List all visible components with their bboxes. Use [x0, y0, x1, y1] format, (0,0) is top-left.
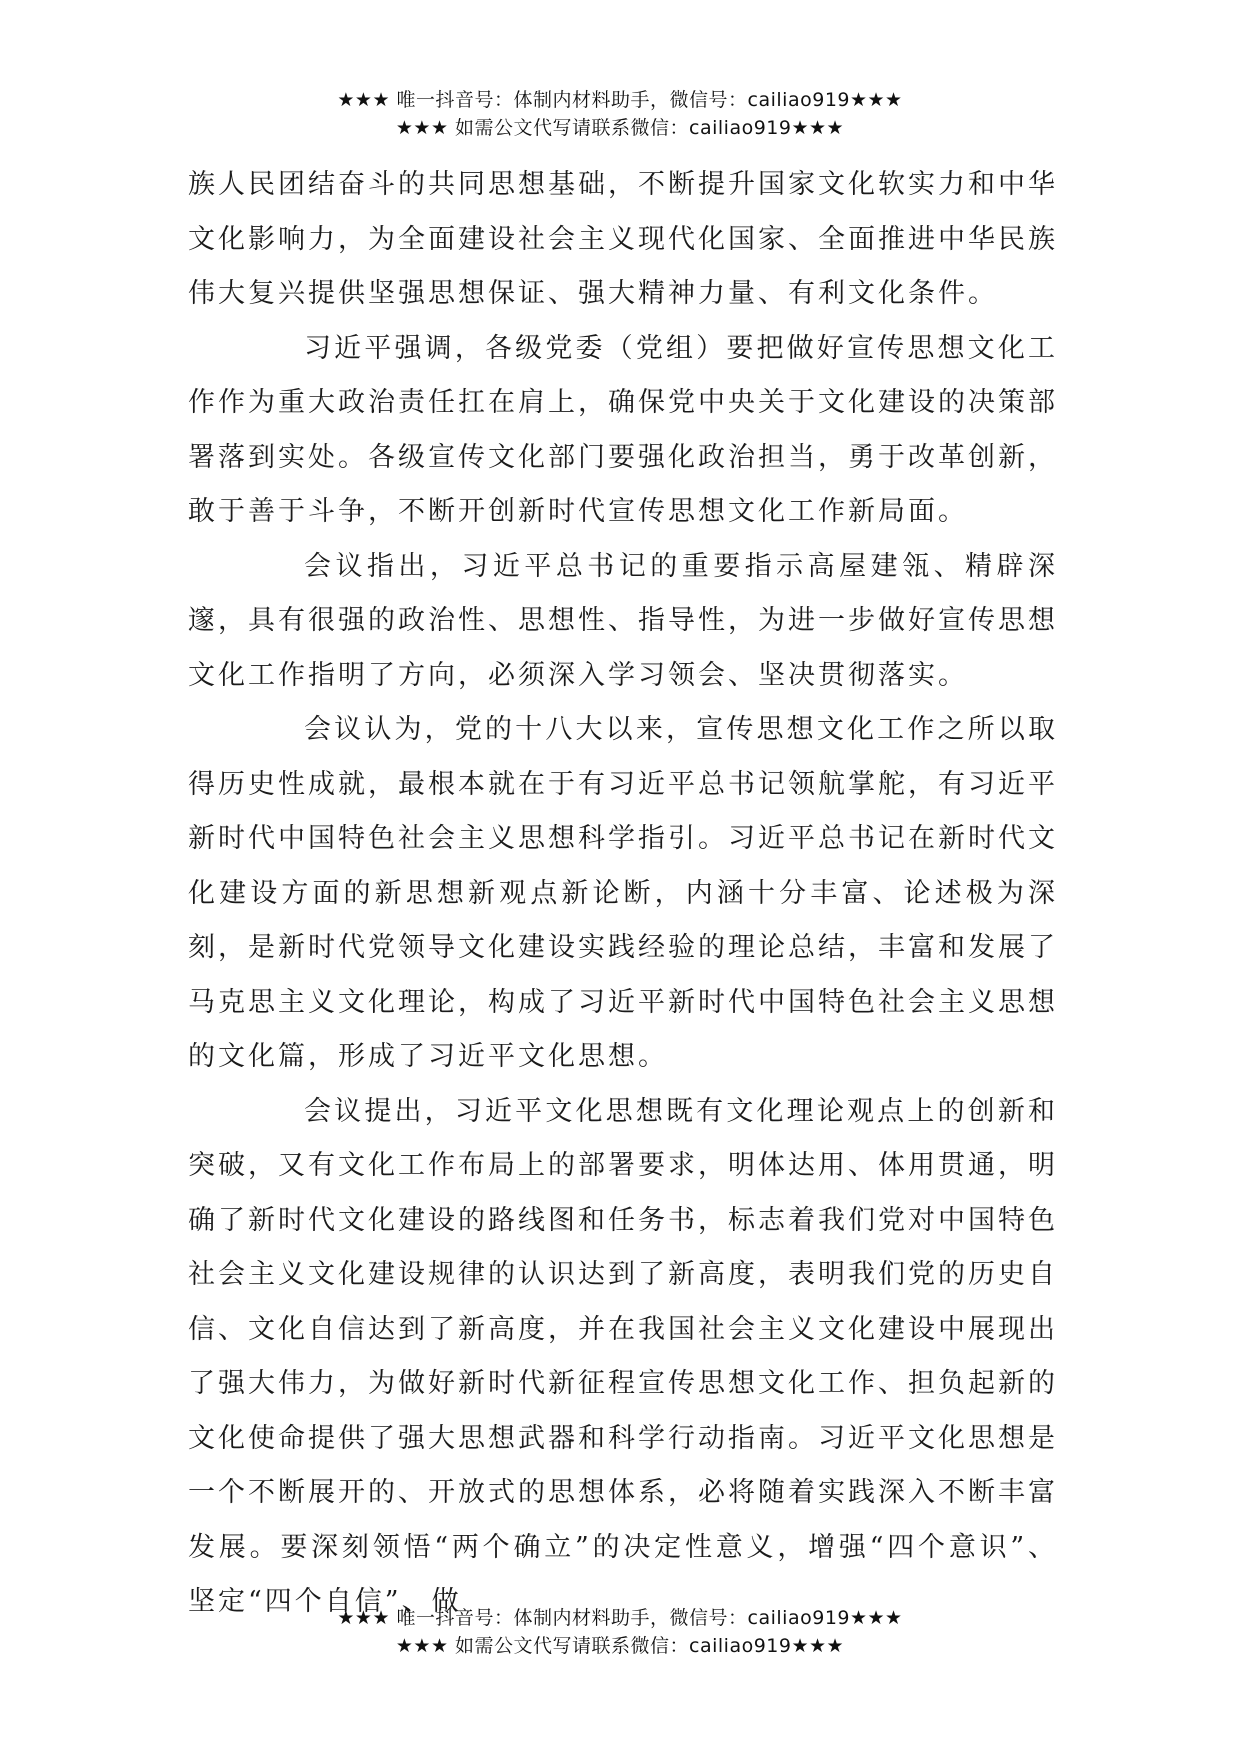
- footer-watermark-line-1: ★★★ 唯一抖音号：体制内材料助手，微信号：cailiao919★★★: [337, 1607, 903, 1629]
- page-footer-watermark: [0, 1604, 1240, 1660]
- document-body: [188, 158, 1058, 1630]
- paragraph: 习近平强调，各级党委（党组）要把做好宣传思想文化工作作为重大政治责任扛在肩上，确保党中央关于文化建设的决策部署落到实处。各级宣传文化部门要强化政治担当，勇于改革创新，敢于善于斗争，不断开创新时代宣传思想文化工作新局面。: [188, 332, 1058, 527]
- footer-watermark-line-2: ★★★ 如需公文代写请联系微信：cailiao919★★★: [395, 1635, 845, 1657]
- paragraph: 会议指出，习近平总书记的重要指示高屋建瓴、精辟深邃，具有很强的政治性、思想性、指导性，为进一步做好宣传思想文化工作指明了方向，必须深入学习领会、坚决贯彻落实。: [188, 550, 1058, 691]
- paragraph: 会议认为，党的十八大以来，宣传思想文化工作之所以取得历史性成就，最根本就在于有习近平总书记领航掌舵，有习近平新时代中国特色社会主义思想科学指引。习近平总书记在新时代文化建设方面的新思想新观点新论断，内涵十分丰富、论述极为深刻，是新时代党领导文化建设实践经验的理论总结，丰富和发展了马克思主义文化理论，构成了习近平新时代中国特色社会主义思想的文化篇，形成了习近平文化思想。: [188, 714, 1058, 1072]
- header-watermark-line-1: ★★★ 唯一抖音号：体制内材料助手，微信号：cailiao919★★★: [337, 89, 903, 111]
- page-header-watermark: [0, 86, 1240, 142]
- paragraph-continued: 族人民团结奋斗的共同思想基础，不断提升国家文化软实力和中华文化影响力，为全面建设社会主义现代化国家、全面推进中华民族伟大复兴提供坚强思想保证、强大精神力量、有利文化条件。: [188, 169, 1058, 309]
- paragraph: 会议提出，习近平文化思想既有文化理论观点上的创新和突破，又有文化工作布局上的部署要求，明体达用、体用贯通，明确了新时代文化建设的路线图和任务书，标志着我们党对中国特色社会主义文化建设规律的认识达到了新高度，表明我们党的历史自信、文化自信达到了新高度，并在我国社会主义文化建设中展现出了强大伟力，为做好新时代新征程宣传思想文化工作、担负起新的文化使命提供了强大思想武器和科学行动指南。习近平文化思想是一个不断展开的、开放式的思想体系，必将随着实践深入不断丰富发展。要深刻领悟“两个确立”的决定性意义，增强“四个意识”、坚定“四个自信”、做: [188, 1095, 1058, 1617]
- header-watermark-line-2: ★★★ 如需公文代写请联系微信：cailiao919★★★: [395, 117, 845, 139]
